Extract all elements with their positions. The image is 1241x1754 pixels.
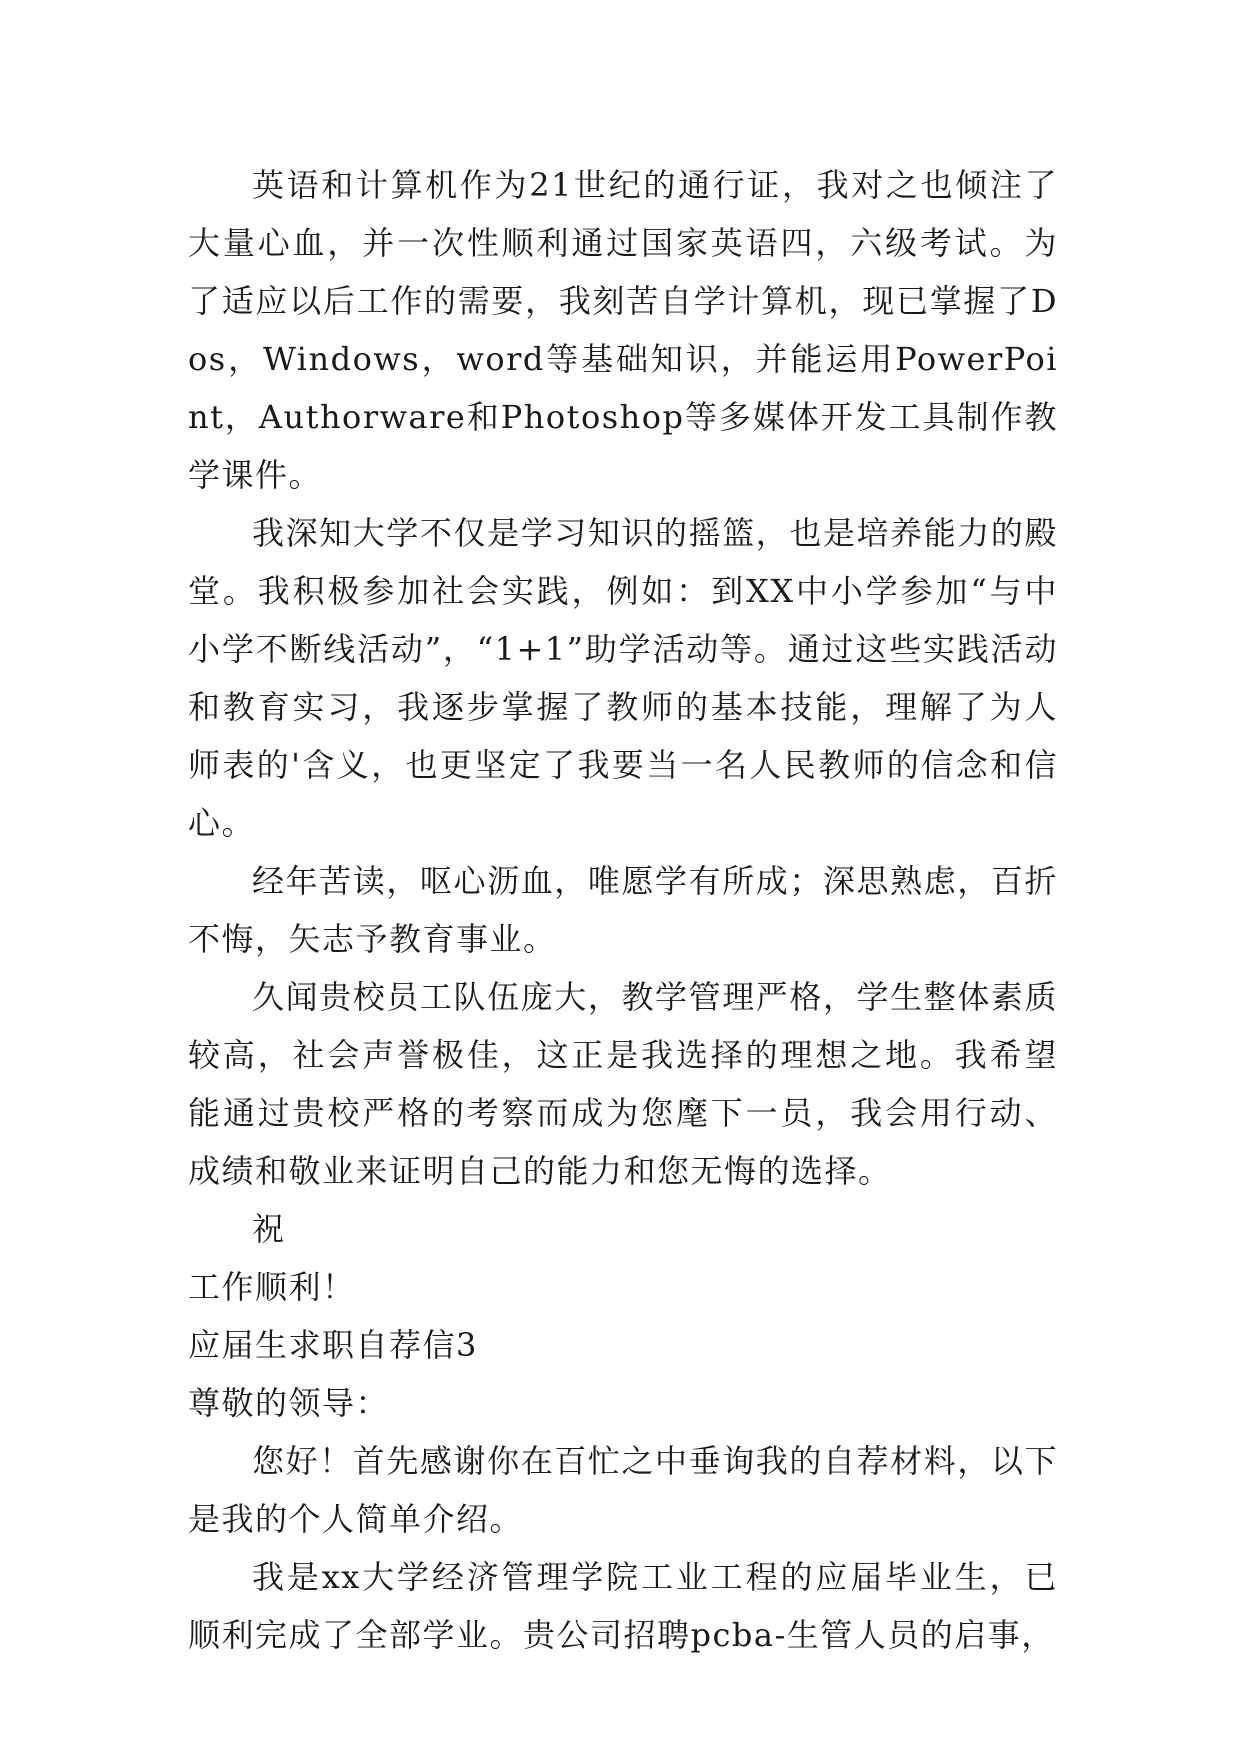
document-body: [188, 156, 1058, 1664]
paragraph-introduction: 我是xx大学经济管理学院工业工程的应届毕业生，已顺利完成了全部学业。贵公司招聘pcba-生管人员的启事，: [188, 1558, 1058, 1654]
paragraph-social-practice: 我深知大学不仅是学习知识的摇篮，也是培养能力的殿堂。我积极参加社会实践，例如：到XX中小学参加“与中小学不断线活动”，“1+1”助学活动等。通过这些实践活动和教育实习，我逐步掌握了教师的基本技能，理解了为人师表的'含义，也更坚定了我要当一名人民教师的信念和信心。: [188, 514, 1058, 842]
paragraph-greeting: 您好！首先感谢你在百忙之中垂询我的自荐材料，以下是我的个人简单介绍。: [188, 1442, 1058, 1538]
section-title: 应届生求职自荐信3: [188, 1326, 478, 1364]
closing-wish: 祝: [252, 1210, 286, 1248]
salutation: 尊敬的领导：: [188, 1384, 390, 1422]
closing-text: 工作顺利！: [188, 1268, 356, 1306]
paragraph-english-computer: 英语和计算机作为21世纪的通行证，我对之也倾注了大量心血，并一次性顺利通过国家英语四，六级考试。为了适应以后工作的需要，我刻苦自学计算机，现已掌握了Dos，Windows，word等基础知识，并能运用PowerPoint，Authorware和Photoshop等多媒体开发工具制作教学课件。: [188, 166, 1058, 494]
paragraph-school-choice: 久闻贵校员工队伍庞大，教学管理严格，学生整体素质较高，社会声誉极佳，这正是我选择的理想之地。我希望能通过贵校严格的考察而成为您麾下一员，我会用行动、成绩和敬业来证明自己的能力和您无悔的选择。: [188, 978, 1058, 1190]
paragraph-study-resolve: 经年苦读，呕心沥血，唯愿学有所成；深思熟虑，百折不悔，矢志予教育事业。: [188, 862, 1058, 958]
